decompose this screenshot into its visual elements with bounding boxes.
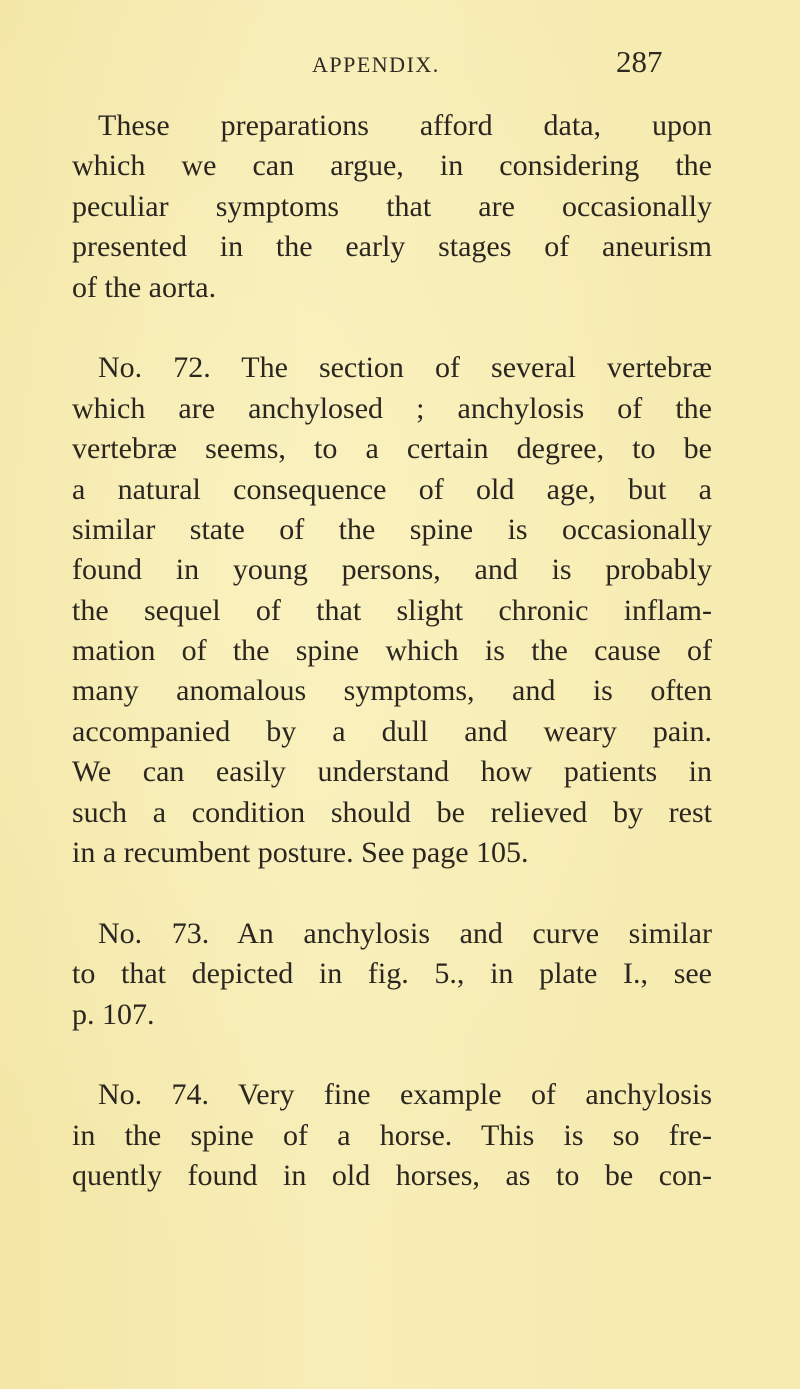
text-line: accompanied by a dull and weary pain. <box>72 714 712 748</box>
text-line: a natural consequence of old age, but a <box>72 472 712 506</box>
paragraph-aneurism <box>72 106 712 308</box>
text-line: of the aorta. <box>72 270 217 304</box>
text-line: No. 72. The section of several vertebræ <box>98 351 712 385</box>
text-line: the sequel of that slight chronic inflam- <box>72 593 712 627</box>
text-line: No. 73. An anchylosis and curve similar <box>98 916 712 950</box>
text-line: to that depicted in fig. 5., in plate I., see <box>72 957 712 991</box>
text-line: many anomalous symptoms, and is often <box>72 674 712 708</box>
text-line: found in young persons, and is probably <box>72 553 712 587</box>
text-line: peculiar symptoms that are occasionally <box>72 189 712 223</box>
text-line: vertebræ seems, to a certain degree, to be <box>72 432 712 466</box>
text-line: such a condition should be relieved by rest <box>72 795 712 829</box>
text-line: mation of the spine which is the cause of <box>72 634 712 668</box>
text-line: We can easily understand how patients in <box>72 755 712 789</box>
text-line: quently found in old horses, as to be con- <box>72 1159 712 1193</box>
text-line: similar state of the spine is occasionally <box>72 512 712 546</box>
paragraph-no-72 <box>72 348 712 873</box>
running-head: APPENDIX. <box>312 52 440 77</box>
text-line: No. 74. Very fine example of anchylosis <box>98 1078 712 1112</box>
text-line: which we can argue, in considering the <box>72 149 712 183</box>
paragraph-no-74 <box>72 1075 712 1196</box>
text-line: These preparations afford data, upon <box>98 109 712 142</box>
page-header <box>0 44 800 84</box>
text-line: p. 107. <box>72 997 155 1031</box>
page-number: 287 <box>616 44 663 79</box>
body-text <box>72 106 712 1237</box>
paragraph-no-73 <box>72 914 712 1035</box>
text-line: in the spine of a horse. This is so fre- <box>72 1118 712 1152</box>
text-line: presented in the early stages of aneurism <box>72 230 712 264</box>
text-line: in a recumbent posture. See page 105. <box>72 836 529 870</box>
text-line: which are anchylosed ; anchylosis of the <box>72 391 712 425</box>
